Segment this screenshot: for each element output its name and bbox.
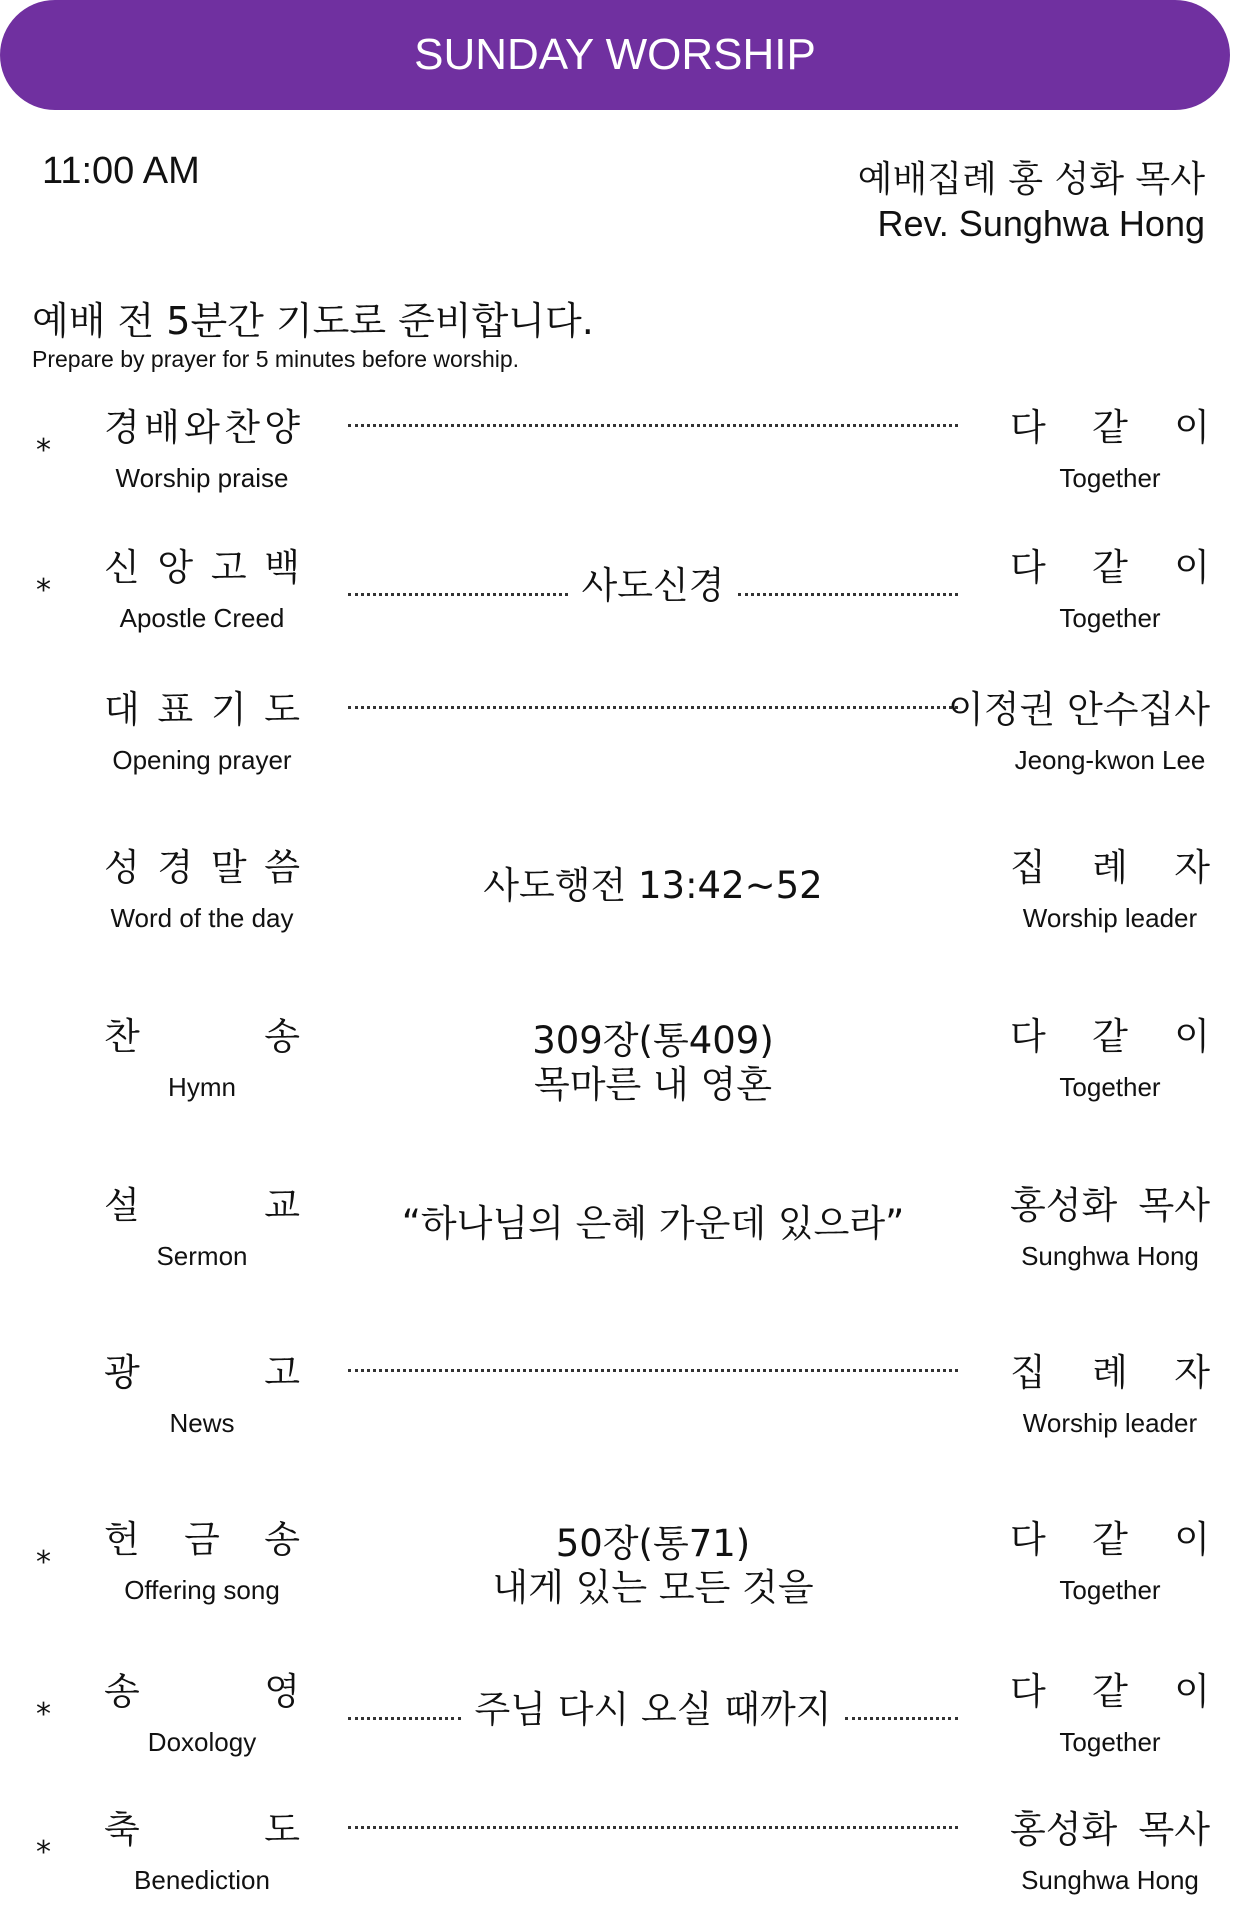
item-label-en: Worship praise	[115, 463, 289, 493]
item-detail	[348, 864, 958, 908]
item-label-char: 도	[264, 688, 300, 731]
responder-char: 다	[1010, 406, 1046, 449]
item-detail-line: 내게 있는 모든 것을	[492, 1566, 814, 1609]
responder-ko	[1010, 406, 1210, 450]
responder-char: 같	[1092, 546, 1128, 589]
item-detail	[348, 1202, 958, 1246]
item-label-en: Sermon	[156, 1241, 248, 1271]
program-row	[0, 688, 1236, 798]
item-detail-line: 목마른 내 영혼	[534, 1063, 772, 1106]
item-label-en: Hymn	[168, 1072, 236, 1102]
responder-char: 이	[1174, 1015, 1210, 1058]
item-detail	[348, 706, 958, 709]
item-label-ko	[104, 1808, 300, 1852]
item-label-en: Apostle Creed	[119, 603, 285, 633]
item-label-ko	[104, 688, 300, 732]
item-label-char: 축	[104, 1808, 140, 1851]
program-row	[0, 1015, 1236, 1125]
program-row	[0, 1670, 1236, 1780]
responder-char: 다	[1010, 1670, 1046, 1713]
item-detail	[348, 1826, 958, 1829]
item-label-ko	[104, 1184, 300, 1228]
stand-marker: *	[36, 1835, 51, 1870]
item-label-char: 찬	[104, 1015, 140, 1058]
item-label-char: 씀	[264, 846, 300, 889]
responder-char: 례	[1092, 1351, 1128, 1394]
page-title: SUNDAY WORSHIP	[414, 30, 816, 79]
program-row	[0, 1351, 1236, 1461]
item-label-char: 설	[104, 1184, 140, 1227]
item-detail	[348, 1688, 958, 1732]
item-label-char: 영	[264, 1670, 300, 1713]
item-label-char: 송	[104, 1670, 140, 1713]
prayer-notice-ko: 예배 전 5분간 기도로 준비합니다.	[32, 299, 594, 343]
item-label-ko	[104, 546, 300, 590]
item-label-char: 백	[264, 546, 300, 589]
item-detail-text: 주님 다시 오실 때까지	[474, 1688, 832, 1731]
item-label-char: 교	[264, 1184, 300, 1227]
responder-char: 이	[1174, 546, 1210, 589]
item-label-en: News	[169, 1408, 235, 1438]
responder-char: 같	[1092, 1670, 1128, 1713]
leader-dots	[348, 706, 958, 709]
leader-dots	[348, 1717, 461, 1720]
responder-char: 례	[1092, 846, 1128, 889]
item-label-en: Offering song	[124, 1575, 280, 1605]
service-time: 11:00 AM	[42, 150, 200, 192]
responder-ko	[1010, 846, 1210, 890]
program-row	[0, 846, 1236, 956]
item-label-char: 표	[157, 688, 194, 731]
responder-char: 같	[1092, 1518, 1128, 1561]
responder-char: 같	[1092, 406, 1128, 449]
responder-char: 이	[1174, 1670, 1210, 1713]
responder-char: 목사	[1138, 1808, 1210, 1851]
item-label-char: 성	[104, 846, 140, 889]
prayer-notice-en: Prepare by prayer for 5 minutes before worship.	[32, 346, 520, 372]
item-label-en: Opening prayer	[112, 745, 292, 775]
item-label-ko	[104, 1670, 300, 1714]
responder-en: Together	[1059, 1575, 1161, 1605]
leader-dots	[348, 1826, 958, 1829]
officiant	[858, 158, 1205, 246]
item-label-char: 배	[144, 406, 180, 449]
item-label-char: 대	[104, 688, 140, 731]
responder-char: 자	[1174, 846, 1210, 889]
responder-char: 다	[1010, 1015, 1046, 1058]
item-detail-line: 50장(통71)	[555, 1522, 751, 1565]
leader-dots	[845, 1717, 958, 1720]
program-row	[0, 546, 1236, 656]
item-detail	[348, 1369, 958, 1372]
responder-char: 자	[1174, 1351, 1210, 1394]
item-label-char: 송	[264, 1518, 300, 1561]
item-label-char: 헌	[104, 1518, 140, 1561]
program-row	[0, 1808, 1236, 1918]
item-detail	[348, 564, 958, 608]
item-label-char: 찬	[224, 406, 260, 449]
responder-char: 집	[1010, 1351, 1046, 1394]
item-label-char: 광	[104, 1351, 140, 1394]
responder-ko	[1010, 1351, 1210, 1395]
responder-en: Worship leader	[1022, 1408, 1198, 1438]
responder-ko	[1010, 1518, 1210, 1562]
responder-char: 목사	[1138, 1184, 1210, 1227]
item-label-char: 송	[264, 1015, 300, 1058]
responder-ko	[1010, 1808, 1210, 1852]
item-label-en: Doxology	[147, 1727, 257, 1757]
item-label-ko	[104, 406, 300, 450]
responder-char: 이정권 안수집사	[948, 688, 1210, 731]
item-detail-line: 309장(통409)	[532, 1019, 774, 1062]
leader-dots	[738, 593, 958, 596]
item-label-char: 와	[184, 406, 220, 449]
responder-char: 집	[1010, 846, 1046, 889]
responder-en: Together	[1059, 1727, 1161, 1757]
item-label-char: 말	[210, 846, 247, 889]
responder-en: Worship leader	[1022, 903, 1198, 933]
item-label-en: Word of the day	[110, 903, 294, 933]
item-detail	[348, 1019, 958, 1107]
responder-ko	[948, 688, 1210, 732]
item-label-char: 고	[264, 1351, 300, 1394]
responder-en: Sunghwa Hong	[1021, 1241, 1199, 1271]
stand-marker: *	[36, 573, 51, 608]
item-label-ko	[104, 846, 300, 890]
responder-en: Sunghwa Hong	[1021, 1865, 1199, 1895]
leader-dots	[348, 1369, 958, 1372]
item-label-ko	[104, 1518, 300, 1562]
stand-marker: *	[36, 1545, 51, 1580]
responder-char: 홍성화	[1010, 1808, 1118, 1851]
responder-ko	[1010, 1670, 1210, 1714]
item-label-en: Benediction	[134, 1865, 270, 1895]
officiant-ko: 예배집례 홍 성화 목사	[857, 159, 1205, 200]
program-row	[0, 406, 1236, 516]
responder-ko	[1010, 1184, 1210, 1228]
item-label-char: 고	[210, 546, 247, 589]
responder-en: Jeong-kwon Lee	[1014, 745, 1206, 775]
item-detail	[348, 424, 958, 427]
responder-char: 홍성화	[1010, 1184, 1118, 1227]
header-bar	[0, 0, 1230, 110]
item-detail-text: “하나님의 은혜 가운데 있으라”	[401, 1202, 905, 1245]
item-detail	[348, 1522, 958, 1610]
item-label-ko	[104, 1351, 300, 1395]
responder-ko	[1010, 1015, 1210, 1059]
item-label-char: 신	[104, 546, 140, 589]
stand-marker: *	[36, 1697, 51, 1732]
stand-marker: *	[36, 433, 51, 468]
responder-char: 다	[1010, 1518, 1046, 1561]
item-label-char: 양	[264, 406, 300, 449]
leader-dots	[348, 424, 958, 427]
item-detail-text: 사도신경	[581, 564, 725, 607]
item-label-char: 도	[264, 1808, 300, 1851]
responder-en: Together	[1059, 1072, 1161, 1102]
responder-char: 같	[1092, 1015, 1128, 1058]
program-row	[0, 1518, 1236, 1628]
officiant-en: Rev. Sunghwa Hong	[877, 203, 1205, 244]
item-label-char: 경	[104, 406, 140, 449]
item-label-char: 경	[157, 846, 194, 889]
responder-char: 이	[1174, 1518, 1210, 1561]
responder-ko	[1010, 546, 1210, 590]
responder-en: Together	[1059, 463, 1161, 493]
item-label-ko	[104, 1015, 300, 1059]
responder-char: 다	[1010, 546, 1046, 589]
prayer-notice	[32, 298, 594, 374]
responder-en: Together	[1059, 603, 1161, 633]
responder-char: 이	[1174, 406, 1210, 449]
leader-dots	[348, 593, 568, 596]
item-label-char: 앙	[157, 546, 194, 589]
item-detail-text: 사도행전 13:42~52	[483, 864, 823, 907]
program-row	[0, 1184, 1236, 1294]
item-label-char: 기	[210, 688, 247, 731]
item-label-char: 금	[184, 1518, 220, 1561]
